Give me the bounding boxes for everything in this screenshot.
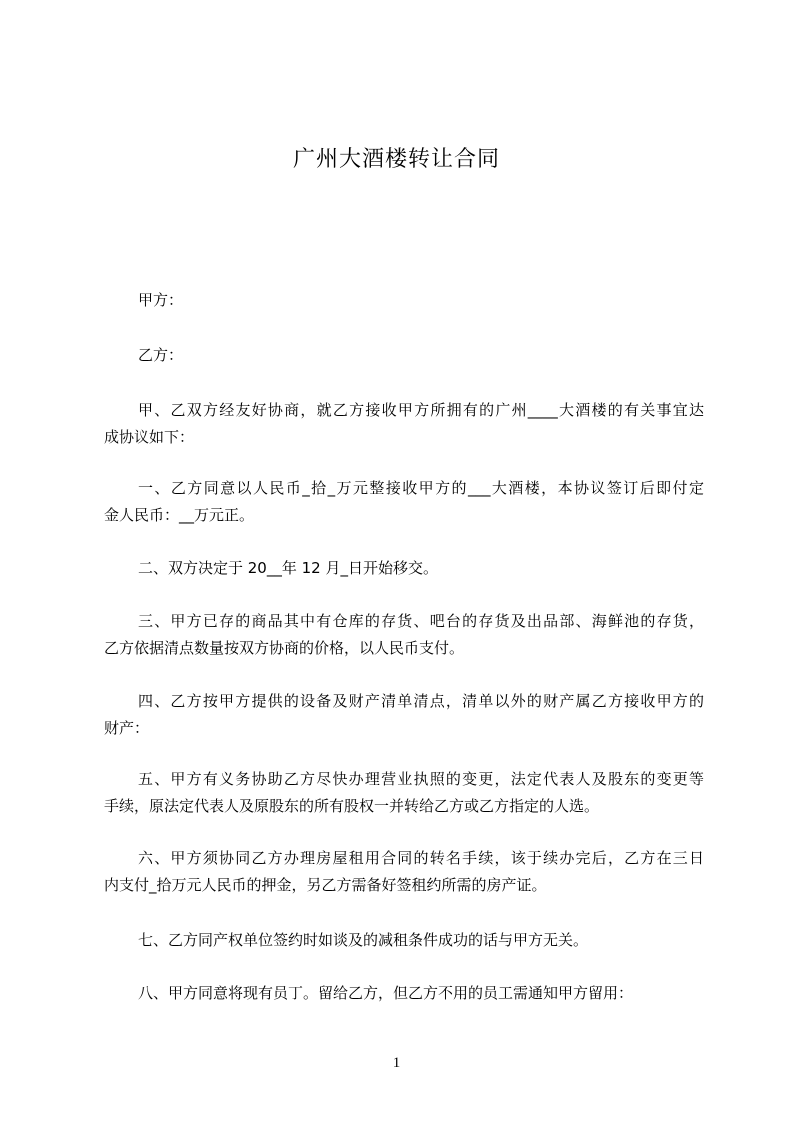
- clause-paragraph: [104, 608, 704, 662]
- party-a-label: [104, 287, 704, 314]
- document-title: 广州大酒楼转让合同: [292, 147, 500, 172]
- clause-paragraph: [104, 555, 704, 582]
- paragraph-line: 三、甲方已存的商品其中有仓库的存货、吧台的存货及出品部、海鲜池的存货，: [138, 612, 704, 630]
- paragraph-line: 乙方依据清点数量按双方协商的价格，以人民币支付。: [104, 639, 465, 657]
- paragraph-line: 八、甲方同意将现有员丁。留给乙方，但乙方不用的员工需通知甲方留用：: [138, 984, 634, 1002]
- paragraph-line: 金人民币：__万元正。: [104, 506, 255, 524]
- page-number: 1: [392, 1055, 401, 1071]
- paragraph-line: 成协议如下：: [104, 428, 195, 446]
- clause-paragraph: [104, 766, 704, 820]
- party-b-text: 乙方：: [138, 346, 184, 364]
- clause-paragraph: [104, 845, 704, 899]
- clause-paragraph: [104, 688, 704, 742]
- paragraph-line: 七、乙方同产权单位签约时如谈及的减租条件成功的话与甲方无关。: [138, 931, 589, 949]
- paragraph-line: 一、乙方同意以人民币_拾_万元整接收甲方的___大酒楼，本协议签订后即付定: [138, 479, 704, 497]
- paragraph-line: 四、乙方按甲方提供的设备及财产清单清点，清单以外的财产属乙方接收甲方的: [138, 692, 704, 710]
- clause-paragraph: [104, 927, 704, 954]
- paragraph-line: 二、双方决定于 20__年 12 月_日开始移交。: [138, 559, 438, 577]
- paragraph-line: 手续，原法定代表人及原股东的所有股权一并转给乙方或乙方指定的人选。: [104, 797, 600, 815]
- clause-paragraph: [104, 980, 704, 1007]
- party-b-label: [104, 342, 704, 369]
- paragraph-line: 五、甲方有义务协助乙方尽快办理营业执照的变更，法定代表人及股东的变更等: [138, 770, 704, 788]
- party-a-text: 甲方：: [138, 291, 184, 309]
- paragraph-line: 六、甲方须协同乙方办理房屋租用合同的转名手续，该于续办完后，乙方在三日: [138, 849, 704, 867]
- paragraph-line: 内支付_拾万元人民币的押金，另乙方需备好签租约所需的房产证。: [104, 876, 547, 894]
- clause-paragraph: [104, 397, 704, 451]
- clause-paragraph: [104, 475, 704, 529]
- paragraph-line: 甲、乙双方经友好协商，就乙方接收甲方所拥有的广州____大酒楼的有关事宜达: [138, 401, 704, 419]
- paragraph-line: 财产：: [104, 719, 150, 737]
